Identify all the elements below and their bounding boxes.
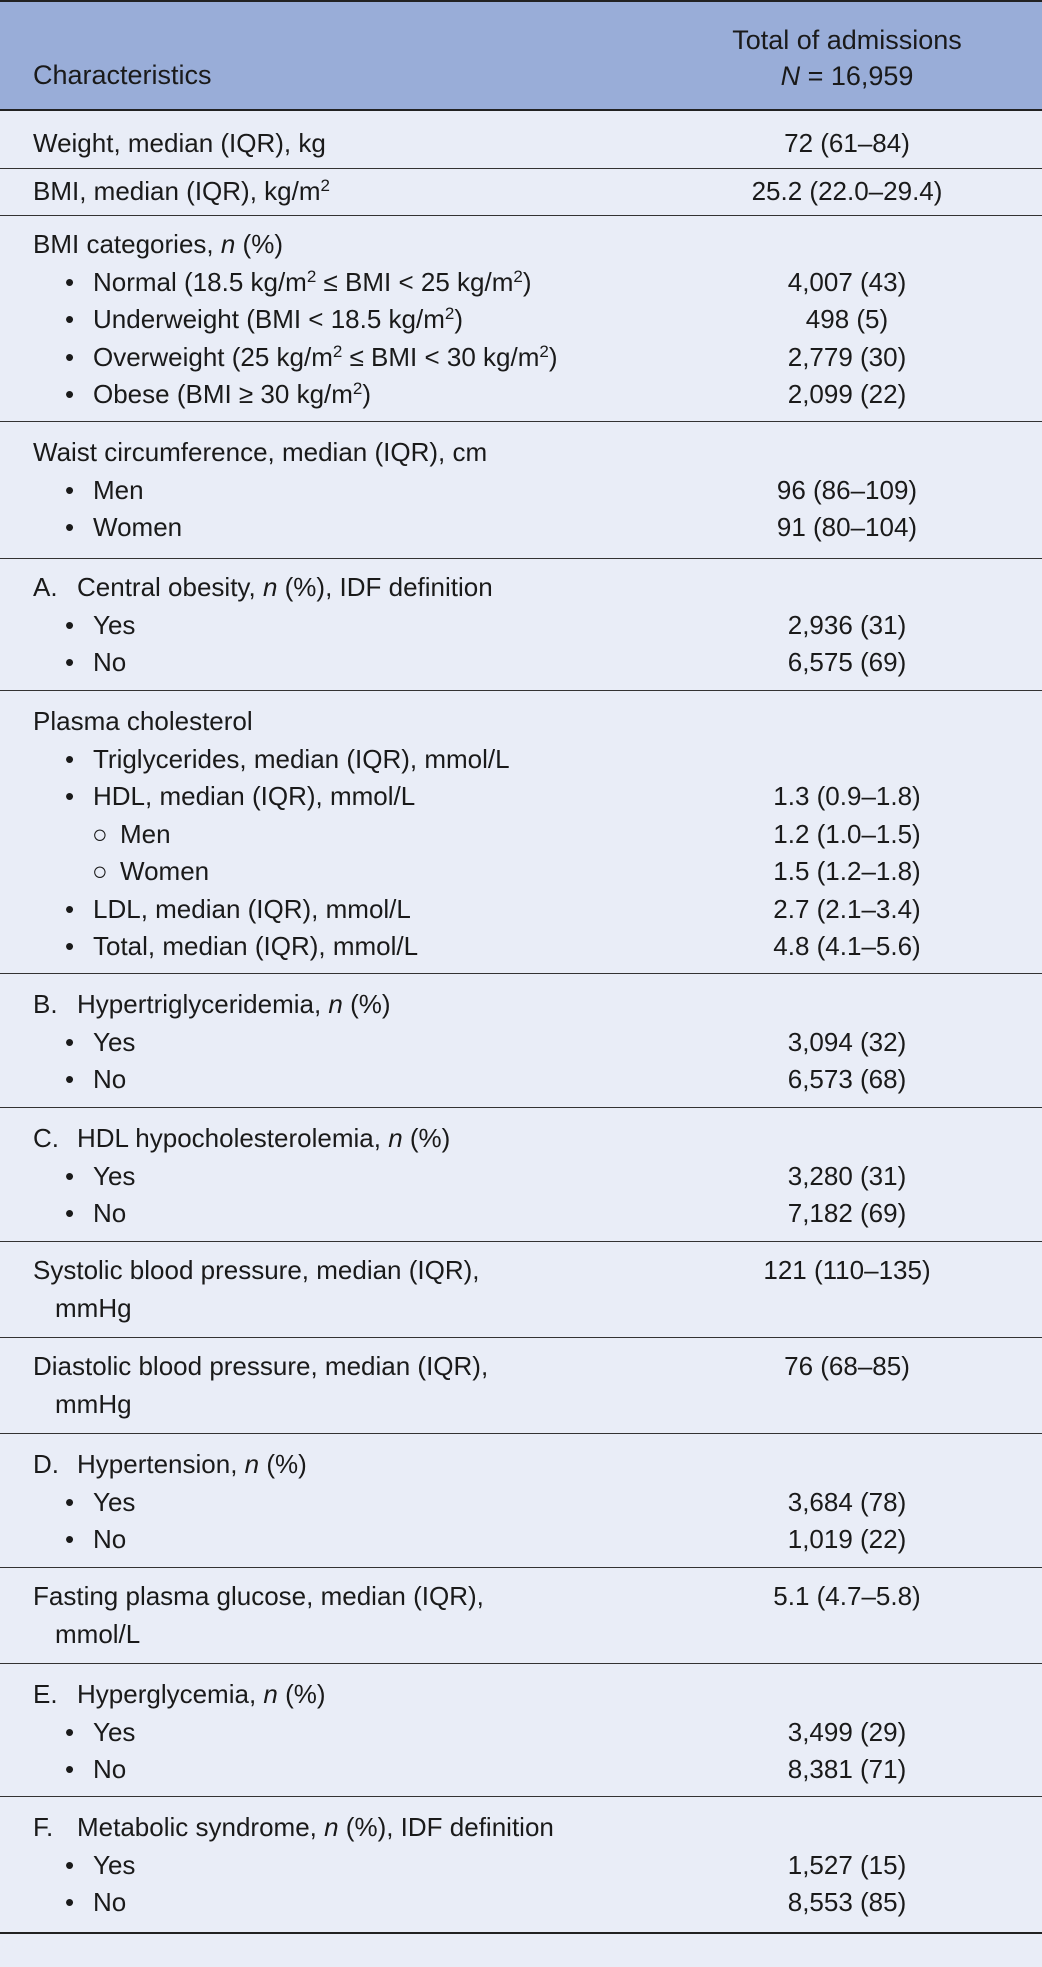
hypertriglyceridemia-label: B. Hypertriglyceridemia, n (%) (33, 989, 391, 1019)
total-cholesterol-value: 4.8 (4.1–5.6) (773, 931, 921, 961)
diastolic-bp-label: Diastolic blood pressure, median (IQR), (33, 1351, 489, 1381)
bmi-normal-value: 4,007 (43) (787, 266, 907, 297)
cholesterol-label: Plasma cholesterol (33, 706, 253, 736)
systolic-bp-label: Systolic blood pressure, median (IQR), (33, 1255, 480, 1285)
total-cholesterol-label: • Total, median (IQR), mmol/L (65, 931, 419, 961)
diastolic-bp-value: 76 (68–85) (784, 1351, 910, 1381)
header-total (652, 22, 1042, 94)
hypertension-label: D. Hypertension, n (%) (33, 1449, 307, 1479)
central-obesity-yes-value: 2,936 (31) (787, 609, 907, 640)
hdl-men-value: 1.2 (1.0–1.5) (773, 818, 921, 849)
row-waist (0, 422, 1042, 559)
hypertension-no-label: • No (65, 1524, 127, 1554)
row-weight (0, 111, 1042, 169)
bmi-categories-label: BMI categories, n (%) (33, 229, 283, 259)
hyperglycemia-label: E. Hyperglycemia, n (%) (33, 1679, 326, 1709)
hdl-men-label: ○ Men (92, 818, 171, 849)
triglycerides-label: • Triglycerides, median (IQR), mmol/L (65, 743, 510, 774)
hdl-hypocholesterolemia-no-value: 7,182 (69) (787, 1198, 907, 1228)
hdl-value: 1.3 (0.9–1.8) (773, 781, 921, 811)
waist-women-label: • Women (65, 512, 183, 542)
fasting-glucose-value: 5.1 (4.7–5.8) (773, 1581, 921, 1611)
row-diastolic-bp (0, 1338, 1042, 1434)
row-hypertension (0, 1434, 1042, 1568)
bmi-obese-label: • Obese (BMI ≥ 30 $kg/m^2$) (65, 379, 372, 409)
hyperglycemia-no-value: 8,381 (71) (787, 1754, 907, 1784)
hdl-hypocholesterolemia-yes-label: • Yes (65, 1160, 136, 1191)
central-obesity-no-value: 6,575 (69) (787, 647, 907, 677)
waist-label: Waist circumference, median (IQR), cm (33, 437, 488, 467)
hdl-hypocholesterolemia-yes-value: 3,280 (31) (787, 1160, 907, 1191)
weight-label: Weight, median (IQR), kg (33, 128, 326, 158)
central-obesity-yes-label: • Yes (65, 609, 136, 640)
hypertension-no-value: 1,019 (22) (787, 1524, 907, 1554)
bmi-value: 25.2 (22.0–29.4) (751, 176, 943, 206)
row-plasma-cholesterol (0, 691, 1042, 974)
row-hypertriglyceridemia (0, 974, 1042, 1108)
systolic-bp-unit: mmHg (55, 1292, 132, 1323)
ldl-label: • LDL, median (IQR), mmol/L (65, 893, 411, 924)
metabolic-syndrome-no-label: • No (65, 1887, 127, 1917)
diastolic-bp-unit: mmHg (55, 1388, 132, 1419)
fasting-glucose-unit: mmol/L (55, 1618, 141, 1649)
central-obesity-label: A. Central obesity, n (%), IDF definition (33, 572, 493, 602)
row-metabolic-syndrome (0, 1797, 1042, 1934)
hypertension-yes-value: 3,684 (78) (787, 1486, 907, 1517)
hdl-hypocholesterolemia-no-label: • No (65, 1198, 127, 1228)
bmi-obese-value: 2,099 (22) (787, 379, 907, 409)
header-total-line1: Total of admissions (732, 25, 962, 55)
metabolic-syndrome-no-value: 8,553 (85) (787, 1887, 907, 1917)
hdl-label: • HDL, median (IQR), mmol/L (65, 781, 416, 811)
bmi-overweight-value: 2,779 (30) (787, 341, 907, 372)
hdl-women-value: 1.5 (1.2–1.8) (773, 856, 921, 886)
bmi-label: BMI, median (IQR), $kg/m^2$ (33, 176, 330, 206)
central-obesity-no-label: • No (65, 647, 127, 677)
weight-value: 72 (61–84) (784, 128, 910, 158)
bmi-normal-label: • Normal (18.5 $kg/m^2$ ≤ BMI < 25 $kg/m^2$) (65, 266, 532, 297)
row-central-obesity (0, 559, 1042, 691)
bmi-overweight-label: • Overweight (25 $kg/m^2$ ≤ BMI < 30 $kg/m^2$) (65, 341, 558, 372)
waist-men-value: 96 (86–109) (776, 474, 918, 505)
hypertriglyceridemia-no-label: • No (65, 1064, 127, 1094)
bmi-underweight-value: 498 (5) (805, 304, 889, 334)
metabolic-syndrome-label: F. Metabolic syndrome, n (%), IDF definition (33, 1812, 554, 1842)
waist-men-label: • Men (65, 474, 144, 505)
header-total-n: N = 16,959 (780, 61, 914, 91)
systolic-bp-value: 121 (110–135) (763, 1255, 931, 1285)
hypertriglyceridemia-yes-label: • Yes (65, 1026, 136, 1057)
metabolic-syndrome-yes-value: 1,527 (15) (787, 1849, 907, 1880)
ldl-value: 2.7 (2.1–3.4) (773, 893, 921, 924)
hyperglycemia-no-label: • No (65, 1754, 127, 1784)
row-fasting-glucose (0, 1568, 1042, 1664)
row-hdl-hypocholesterolemia (0, 1108, 1042, 1242)
hypertension-yes-label: • Yes (65, 1486, 136, 1517)
hdl-hypocholesterolemia-label: C. HDL hypocholesterolemia, n (%) (33, 1123, 451, 1153)
hyperglycemia-yes-value: 3,499 (29) (787, 1716, 907, 1747)
table-header (0, 0, 1042, 111)
row-bmi-categories (0, 216, 1042, 422)
row-systolic-bp (0, 1242, 1042, 1338)
bmi-underweight-label: • Underweight (BMI < 18.5 $kg/m^2$) (65, 304, 464, 334)
metabolic-syndrome-yes-label: • Yes (65, 1849, 136, 1880)
row-hyperglycemia (0, 1664, 1042, 1797)
hypertriglyceridemia-yes-value: 3,094 (32) (787, 1026, 907, 1057)
waist-women-value: 91 (80–104) (776, 512, 918, 542)
fasting-glucose-label: Fasting plasma glucose, median (IQR), (33, 1581, 484, 1611)
hypertriglyceridemia-no-value: 6,573 (68) (787, 1064, 907, 1094)
row-bmi (0, 169, 1042, 216)
header-characteristics: Characteristics (33, 60, 212, 90)
hyperglycemia-yes-label: • Yes (65, 1716, 136, 1747)
hdl-women-label: ○ Women (92, 856, 210, 886)
